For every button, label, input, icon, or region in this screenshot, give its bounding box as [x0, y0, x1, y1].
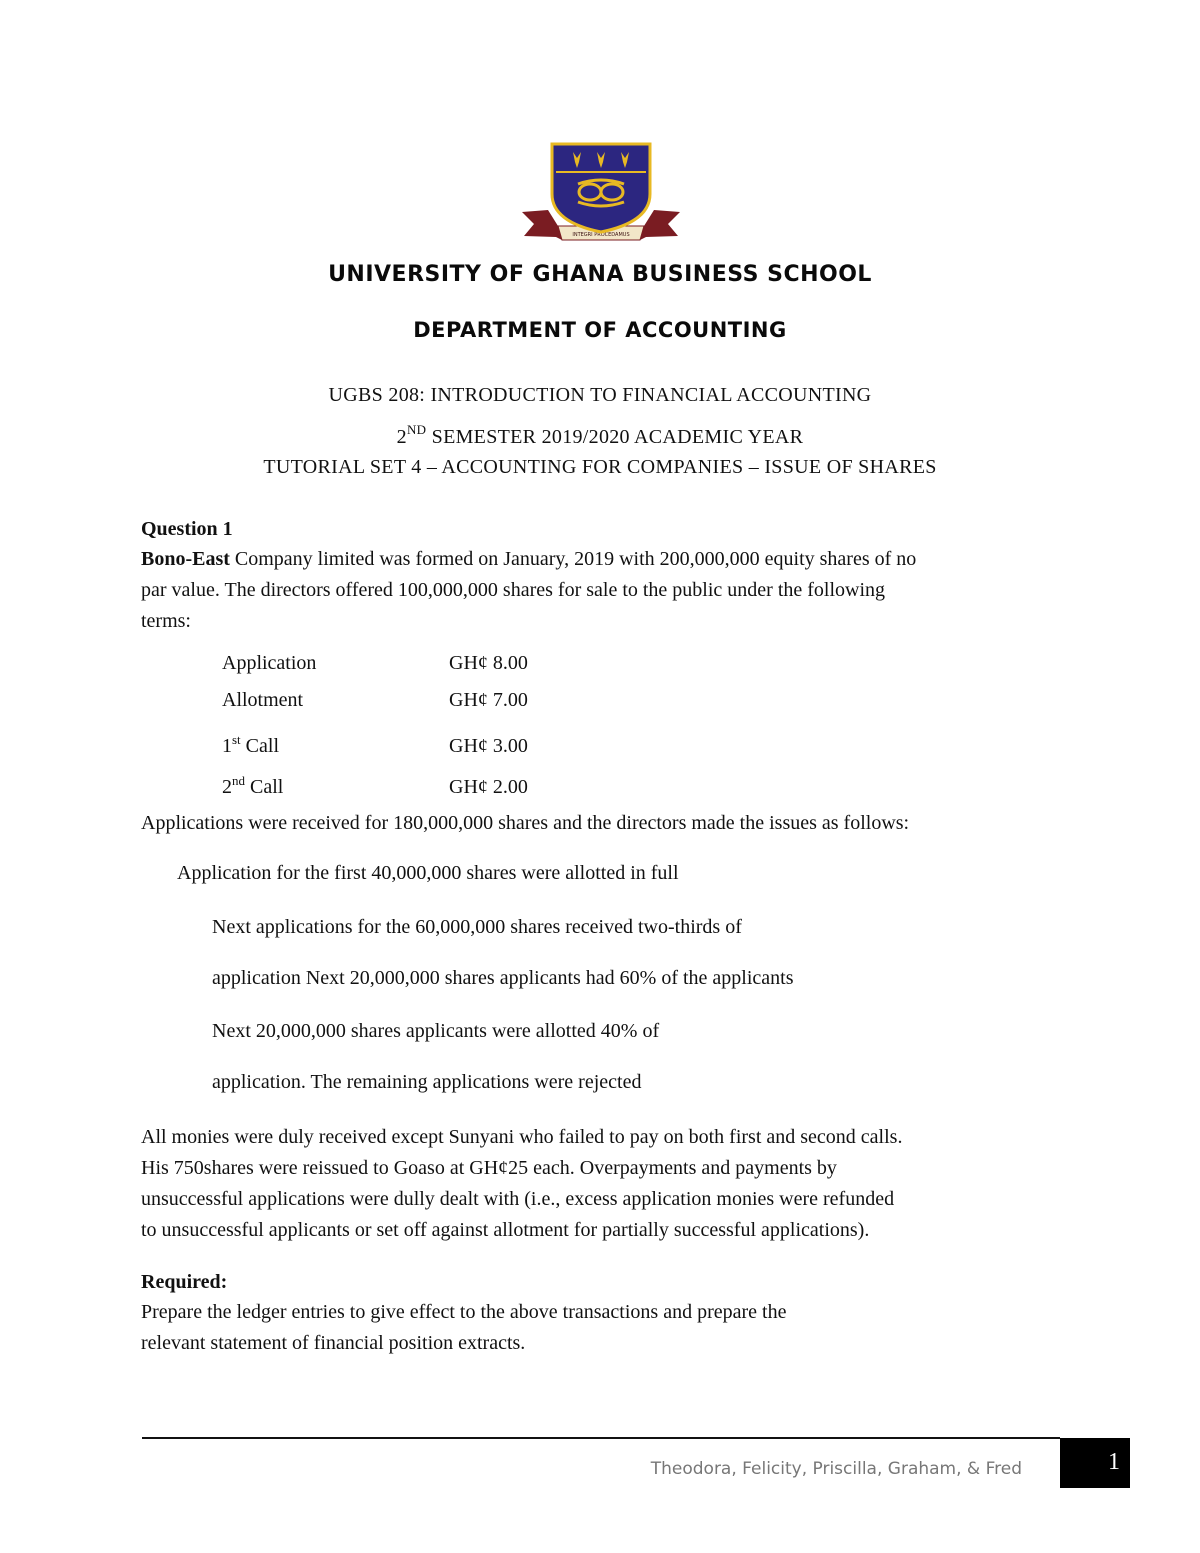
footer-divider [142, 1437, 1060, 1439]
term-amount: GH¢ 7.00 [449, 689, 528, 711]
paragraph-line: to unsuccessful applicants or set off against allotment for partially successful applications). [141, 1219, 870, 1241]
term-label-rest: Call [245, 776, 284, 798]
paragraph-line: unsuccessful applications were dully dealt with (i.e., excess application monies were refunded [141, 1188, 895, 1210]
required-paragraph [141, 1297, 786, 1359]
term-row [222, 720, 622, 766]
term-label-rest: Call [240, 735, 280, 757]
intro-line-2: par value. The directors offered 100,000,000 shares for sale to the public under the following [141, 579, 886, 601]
term-label [222, 773, 284, 799]
page-number-box [1060, 1438, 1130, 1488]
allocation-line: Application for the first 40,000,000 shares were allotted in full [177, 862, 679, 884]
term-label [222, 652, 316, 675]
term-label-sup: st [232, 732, 241, 747]
paragraph-line: Prepare the ledger entries to give effect to the above transactions and prepare the [141, 1301, 787, 1323]
allocation-line: Next 20,000,000 shares applicants were allotted 40% of [212, 1020, 660, 1042]
paragraph-line: His 750shares were reissued to Goaso at GH¢25 each. Overpayments and payments by [141, 1157, 837, 1179]
company-name: Bono-East [141, 548, 230, 570]
term-label-text: 2 [222, 776, 232, 798]
tutorial-title: TUTORIAL SET 4 – ACCOUNTING FOR COMPANIES – ISSUE OF SHARES [263, 456, 937, 478]
term-amount: GH¢ 3.00 [449, 735, 528, 757]
term-label-sup: nd [232, 773, 245, 788]
question-label: Question 1 [141, 518, 233, 540]
applications-received-text: Applications were received for 180,000,000 shares and the directors made the issues as follows: [141, 812, 910, 834]
monies-paragraph [141, 1122, 902, 1246]
intro-line-1 [141, 544, 916, 575]
term-row [222, 683, 622, 720]
term-row [222, 646, 622, 683]
semester-line [0, 422, 1200, 449]
required-label: Required: [141, 1271, 228, 1293]
term-amount: GH¢ 2.00 [449, 776, 528, 798]
university-crest-logo [518, 140, 684, 244]
term-row [222, 766, 622, 807]
share-terms-list [222, 646, 622, 807]
footer-authors: Theodora, Felicity, Priscilla, Graham, & Fred [650, 1459, 1022, 1479]
page-number: 1 [1108, 1449, 1120, 1475]
department-heading: DEPARTMENT OF ACCOUNTING [413, 318, 787, 342]
university-heading: UNIVERSITY OF GHANA BUSINESS SCHOOL [328, 262, 872, 287]
intro-line-3: terms: [141, 610, 191, 632]
term-label [222, 689, 303, 712]
term-amount: GH¢ 8.00 [449, 652, 528, 674]
term-label [222, 732, 280, 758]
course-title: UGBS 208: INTRODUCTION TO FINANCIAL ACCOUNTING [328, 384, 872, 406]
semester-text: SEMESTER 2019/2020 ACADEMIC YEAR [426, 426, 804, 448]
term-label-text: Application [222, 652, 317, 674]
crest-icon [518, 140, 684, 244]
semester-suffix: ND [406, 422, 427, 437]
semester-number: 2 [396, 426, 407, 448]
term-label-text: 1 [222, 735, 232, 757]
intro-line-1-text: Company limited was formed on January, 2019 with 200,000,000 equity shares of no [229, 548, 917, 570]
term-label-text: Allotment [222, 689, 304, 711]
crest-motto: INTEGRI PROCEDAMUS [572, 232, 630, 238]
allocation-line: application Next 20,000,000 shares applicants had 60% of the applicants [212, 967, 794, 989]
allocation-line: application. The remaining applications were rejected [212, 1071, 642, 1093]
allocation-line: Next applications for the 60,000,000 shares received two-thirds of [212, 916, 742, 938]
paragraph-line: All monies were duly received except Sunyani who failed to pay on both first and second calls. [141, 1126, 903, 1148]
question-intro [141, 544, 916, 637]
paragraph-line: relevant statement of financial position extracts. [141, 1332, 526, 1354]
